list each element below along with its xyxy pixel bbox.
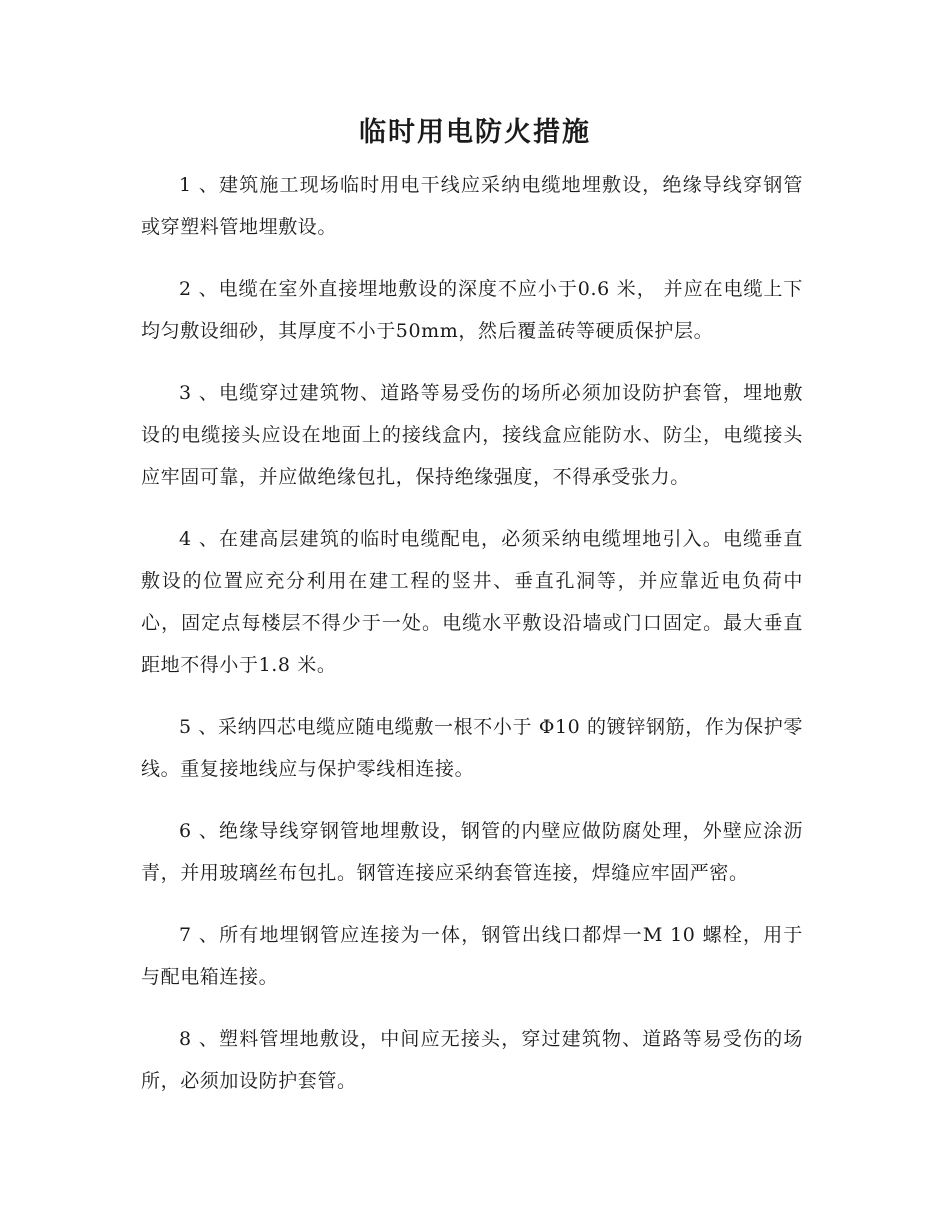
paragraph-3: 3 、电缆穿过建筑物、道路等易受伤的场所必须加设防护套管，埋地敷设的电缆接头应设在地面上的接线盒内，接线盒应能防水、防尘，电缆接头应牢固可靠，并应做绝缘包扎，保持绝缘强度，不得承受张力。 xyxy=(141,382,803,488)
paragraph-4: 4 、在建高层建筑的临时电缆配电，必须采纳电缆埋地引入。电缆垂直敷设的位置应充分利用在建工程的竖井、垂直孔洞等，并应靠近电负荷中心，固定点每楼层不得少于一处。电缆水平敷设沿墙或门口固定。最大垂直距地不得小于1.8 米。 xyxy=(141,528,803,676)
paragraph-8: 8 、塑料管埋地敷设，中间应无接头，穿过建筑物、道路等易受伤的场所，必须加设防护套管。 xyxy=(141,1028,803,1092)
document-body xyxy=(141,164,803,1122)
paragraph-6: 6 、绝缘导线穿钢管地埋敷设，钢管的内壁应做防腐处理，外壁应涂沥青，并用玻璃丝布包扎。钢管连接应采纳套管连接，焊缝应牢固严密。 xyxy=(141,820,803,884)
document-title: 临时用电防火措施 xyxy=(359,117,591,148)
paragraph-7: 7 、所有地埋钢管应连接为一体，钢管出线口都焊一M 10 螺栓，用于与配电箱连接。 xyxy=(141,924,803,988)
paragraph-5: 5 、采纳四芯电缆应随电缆敷一根不小于 Φ10 的镀锌钢筋，作为保护零线。重复接地线应与保护零线相连接。 xyxy=(141,716,803,780)
paragraph-1: 1 、建筑施工现场临时用电干线应采纳电缆地埋敷设，绝缘导线穿钢管或穿塑料管地埋敷设。 xyxy=(141,174,803,238)
paragraph-2: 2 、电缆在室外直接埋地敷设的深度不应小于0.6 米， 并应在电缆上下均匀敷设细砂，其厚度不小于50mm，然后覆盖砖等硬质保护层。 xyxy=(141,278,803,342)
